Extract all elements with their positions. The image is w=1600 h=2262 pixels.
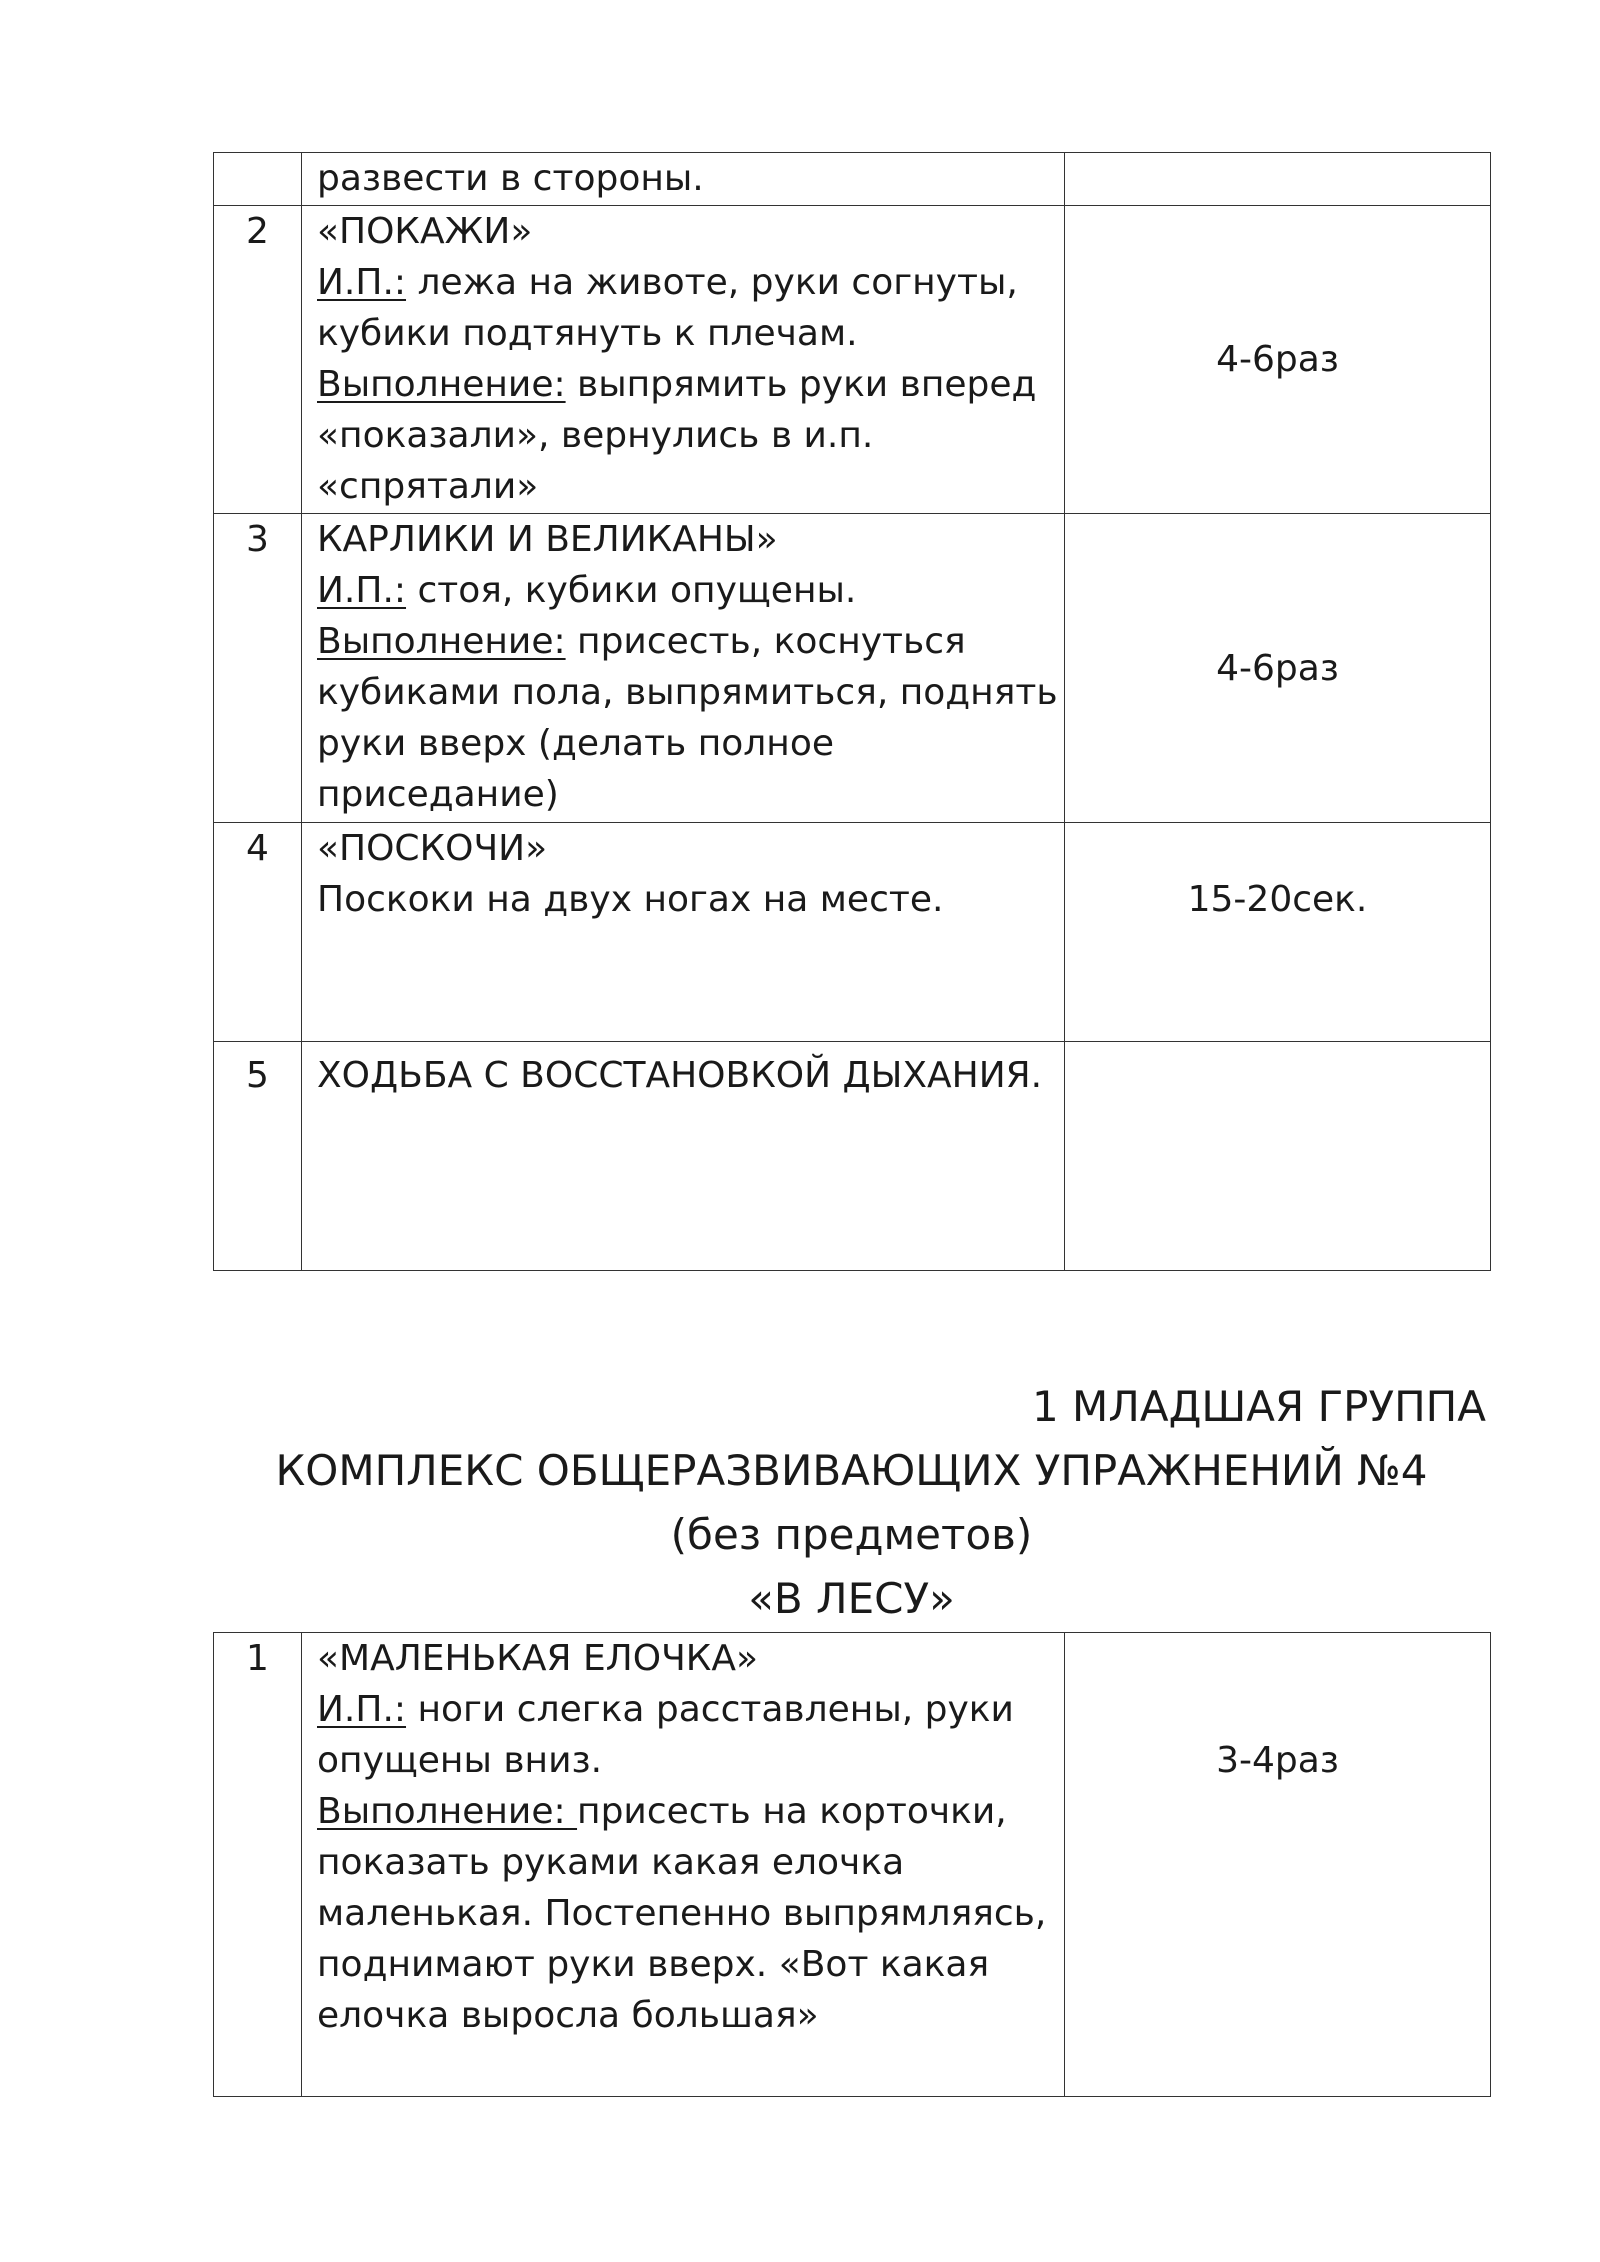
row-number: 3: [214, 514, 302, 823]
exercise-table-2: [213, 1632, 1491, 2097]
dosage-cell: [1065, 1042, 1491, 1271]
start-position-continued: кубики подтянуть к плечам.: [317, 313, 858, 354]
execution-continued: поднимают руки вверх. «Вот какая: [317, 1944, 990, 1985]
start-position-continued: опущены вниз.: [317, 1740, 603, 1781]
exercise-table-1: [213, 152, 1491, 1271]
start-position-text: стоя, кубики опущены.: [406, 570, 857, 611]
group-heading: 1 МЛАДШАЯ ГРУППА: [1031, 1382, 1486, 1431]
table-row: [214, 153, 1491, 206]
exercise-description: [302, 206, 1065, 514]
execution-label: Выполнение:: [317, 1791, 578, 1832]
exercise-title: КАРЛИКИ И ВЕЛИКАНЫ»: [317, 519, 778, 560]
dosage-cell: 4-6раз: [1065, 514, 1491, 823]
exercise-title: «МАЛЕНЬКАЯ ЕЛОЧКА»: [317, 1638, 758, 1679]
row-number: 5: [214, 1042, 302, 1271]
row-number: 2: [214, 206, 302, 514]
execution-continued: руки вверх (делать полное: [317, 723, 834, 764]
start-position-label: И.П.:: [317, 262, 407, 303]
execution-line: [317, 616, 1054, 667]
table-row: [214, 823, 1491, 1042]
start-position-line: [317, 1684, 1054, 1735]
dosage-cell: [1065, 153, 1491, 206]
start-position-text: ноги слегка расставлены, руки: [406, 1689, 1014, 1730]
dosage-value: 15-20сек.: [1187, 879, 1368, 920]
execution-continued: елочка выросла большая»: [317, 1995, 819, 2036]
execution-continued: приседание): [317, 774, 559, 815]
execution-text: присесть, коснуться: [565, 621, 966, 662]
complex-name: «В ЛЕСУ»: [748, 1574, 955, 1623]
start-position-label: И.П.:: [317, 1689, 407, 1730]
row-number: 4: [214, 823, 302, 1042]
exercise-title: «ПОКАЖИ»: [317, 211, 533, 252]
start-position-line: [317, 257, 1054, 308]
start-position-label: И.П.:: [317, 570, 407, 611]
execution-label: Выполнение:: [317, 364, 566, 405]
exercise-title: «ПОСКОЧИ»: [317, 828, 548, 869]
dosage-cell: [1065, 823, 1491, 1042]
exercise-description: [302, 823, 1065, 1042]
complex-heading: КОМПЛЕКС ОБЩЕРАЗВИВАЮЩИХ УПРАЖНЕНИЙ №4: [275, 1446, 1428, 1495]
dosage-cell: [1065, 1633, 1491, 2097]
execution-continued: «спрятали»: [317, 466, 539, 507]
exercise-text: Поскоки на двух ногах на месте.: [317, 879, 944, 920]
table-row: [214, 514, 1491, 823]
execution-line: [317, 359, 1054, 410]
table-row: [214, 206, 1491, 514]
dosage-value: 3-4раз: [1216, 1740, 1339, 1781]
table-row: [214, 1633, 1491, 2097]
row-number: 1: [214, 1633, 302, 2097]
exercise-title: ХОДЬБА С ВОССТАНОВКОЙ ДЫХАНИЯ.: [317, 1055, 1043, 1096]
execution-text: выпрямить руки вперед: [565, 364, 1037, 405]
execution-label: Выполнение:: [317, 621, 566, 662]
row-number: [214, 153, 302, 206]
complex-subtitle: (без предметов): [670, 1510, 1033, 1559]
start-position-text: лежа на животе, руки согнуты,: [406, 262, 1018, 303]
description-line: развести в стороны.: [317, 158, 704, 199]
exercise-description: [302, 153, 1065, 206]
execution-continued: кубиками пола, выпрямиться, поднять: [317, 672, 1058, 713]
table-row: [214, 1042, 1491, 1271]
start-position-line: [317, 565, 1054, 616]
execution-continued: показать руками какая елочка: [317, 1842, 905, 1883]
execution-line: [317, 1786, 1054, 1837]
execution-continued: маленькая. Постепенно выпрямляясь,: [317, 1893, 1047, 1934]
exercise-description: [302, 514, 1065, 823]
execution-continued: «показали», вернулись в и.п.: [317, 415, 874, 456]
exercise-description: [302, 1042, 1065, 1271]
dosage-cell: 4-6раз: [1065, 206, 1491, 514]
execution-text: присесть на корточки,: [577, 1791, 1007, 1832]
exercise-description: [302, 1633, 1065, 2097]
